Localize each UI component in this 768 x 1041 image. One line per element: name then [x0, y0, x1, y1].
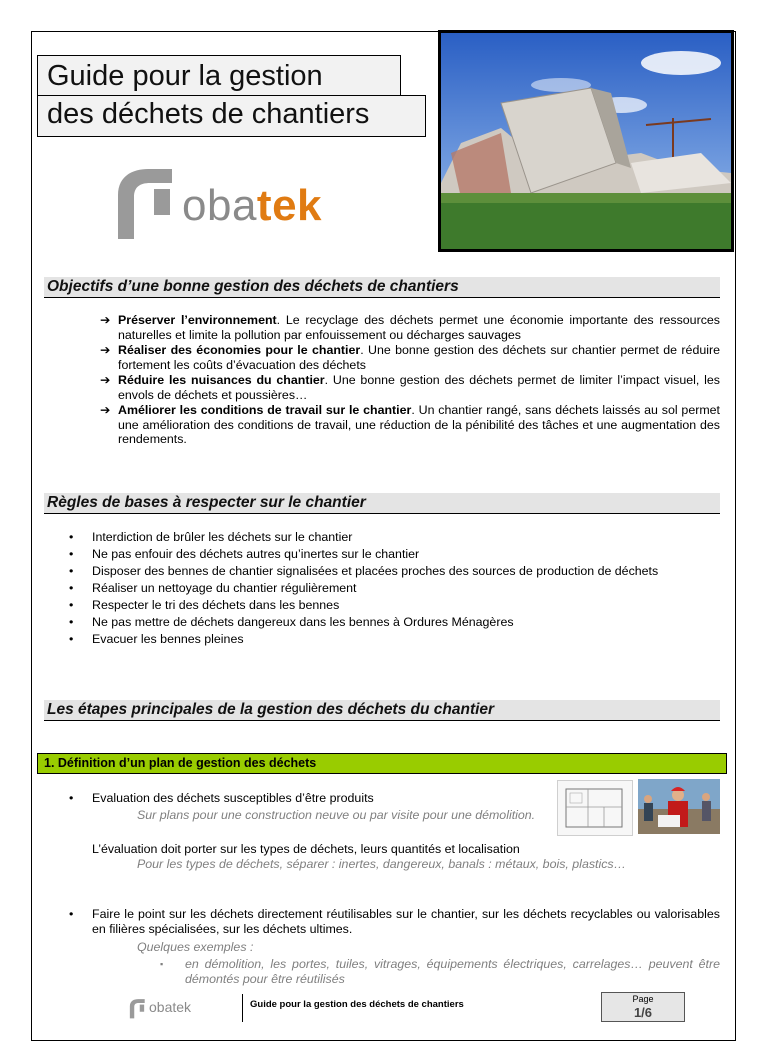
arrow-icon: ➔: [100, 403, 111, 417]
bullet-icon: •: [69, 907, 74, 921]
examples-label: Quelques exemples :: [137, 940, 254, 954]
section-heading-objectifs: Objectifs d’une bonne gestion des déchets de chantiers: [44, 277, 720, 298]
bullet-icon: •: [69, 615, 74, 629]
list-item: ➔ Préserver l’environnement. Le recyclage des déchets permet une économie importante des ressources naturelles et limite la pollution par enfouissement ou décharges sauvages: [100, 313, 720, 342]
list-item: • Faire le point sur les déchets directement réutilisables sur le chantier, sur les déchets recyclables ou valorisables en filières spécialisées, sur les déchets ultimes.: [69, 907, 720, 936]
page-label: Page: [632, 994, 654, 1004]
step-heading-1: 1. Définition d’un plan de gestion des déchets: [37, 753, 727, 774]
arrow-icon: ➔: [100, 343, 111, 357]
objectives-list: [100, 313, 720, 448]
footer-doc-title: Guide pour la gestion des déchets de chantiers: [250, 999, 464, 1010]
evaluation-note: Sur plans pour une construction neuve ou par visite pour une démolition.: [137, 808, 536, 822]
workers-photo: [638, 779, 720, 834]
arrow-icon: ➔: [100, 313, 111, 327]
logo-n-mark-icon: [112, 165, 176, 245]
floor-plan-image: [557, 780, 633, 836]
document-title: [37, 55, 426, 137]
list-item: ➔ Améliorer les conditions de travail sur le chantier. Un chantier rangé, sans déchets laissés au sol permet une amélioration des conditions de travail, une réduction de la pénibilité des tâches et une augmentation des rendements.: [100, 403, 720, 446]
footer-logo: [128, 997, 218, 1021]
evaluation-scope: L’évaluation doit porter sur les types de déchets, leurs quantités et localisation: [92, 842, 520, 856]
list-item: • Disposer des bennes de chantier signalisées et placées proches des sources de production de déchets: [69, 564, 659, 578]
square-bullet-icon: ▪: [160, 959, 164, 969]
list-item: • Evacuer les bennes pleines: [69, 632, 244, 646]
page-indicator: [601, 992, 685, 1022]
page-number: 1/6: [633, 1005, 653, 1020]
logo-prefix: oba: [182, 181, 257, 230]
bullet-icon: •: [69, 791, 74, 805]
bullet-icon: •: [69, 598, 74, 612]
bullet-icon: •: [69, 530, 74, 544]
list-item: • Evaluation des déchets susceptibles d’être produits: [69, 791, 374, 805]
rules-list: [69, 530, 720, 649]
bullet-icon: •: [69, 581, 74, 595]
section-heading-etapes: Les étapes principales de la gestion des déchets du chantier: [44, 700, 720, 721]
footer-divider: [242, 994, 243, 1022]
arrow-icon: ➔: [100, 373, 111, 387]
title-line-2: des déchets de chantiers: [47, 98, 370, 130]
list-item: ➔ Réaliser des économies pour le chantier. Une bonne gestion des déchets sur chantier permet de réduire fortement les coûts d’évacuation des déchets: [100, 343, 720, 372]
footer-logo-suffix: tek: [172, 999, 192, 1015]
logo-n-mark-icon: [128, 998, 146, 1020]
demolition-photo: [438, 30, 734, 252]
list-item: ▪ en démolition, les portes, tuiles, vitrages, équipements électriques, carrelages… peuvent être démontés pour être réutilisés: [160, 957, 720, 986]
footer-logo-prefix: oba: [149, 999, 173, 1015]
list-item: ➔ Réduire les nuisances du chantier. Une bonne gestion des déchets permet de limiter l’impact visuel, les envols de déchets et poussières…: [100, 373, 720, 402]
list-item: • Ne pas mettre de déchets dangereux dans les bennes à Ordures Ménagères: [69, 615, 514, 629]
bullet-icon: •: [69, 547, 74, 561]
nobatek-logo: [112, 165, 352, 245]
waste-types-note: Pour les types de déchets, séparer : inertes, dangereux, banals : métaux, bois, plastics…: [137, 857, 627, 871]
section-heading-regles: Règles de bases à respecter sur le chantier: [44, 493, 720, 514]
list-item: • Réaliser un nettoyage du chantier régulièrement: [69, 581, 357, 595]
title-line-1: Guide pour la gestion: [47, 60, 323, 92]
bullet-icon: •: [69, 564, 74, 578]
list-item: • Ne pas enfouir des déchets autres qu’inertes sur le chantier: [69, 547, 420, 561]
list-item: • Interdiction de brûler les déchets sur le chantier: [69, 530, 353, 544]
list-item: • Respecter le tri des déchets dans les bennes: [69, 598, 340, 612]
bullet-icon: •: [69, 632, 74, 646]
logo-suffix: tek: [256, 181, 323, 230]
